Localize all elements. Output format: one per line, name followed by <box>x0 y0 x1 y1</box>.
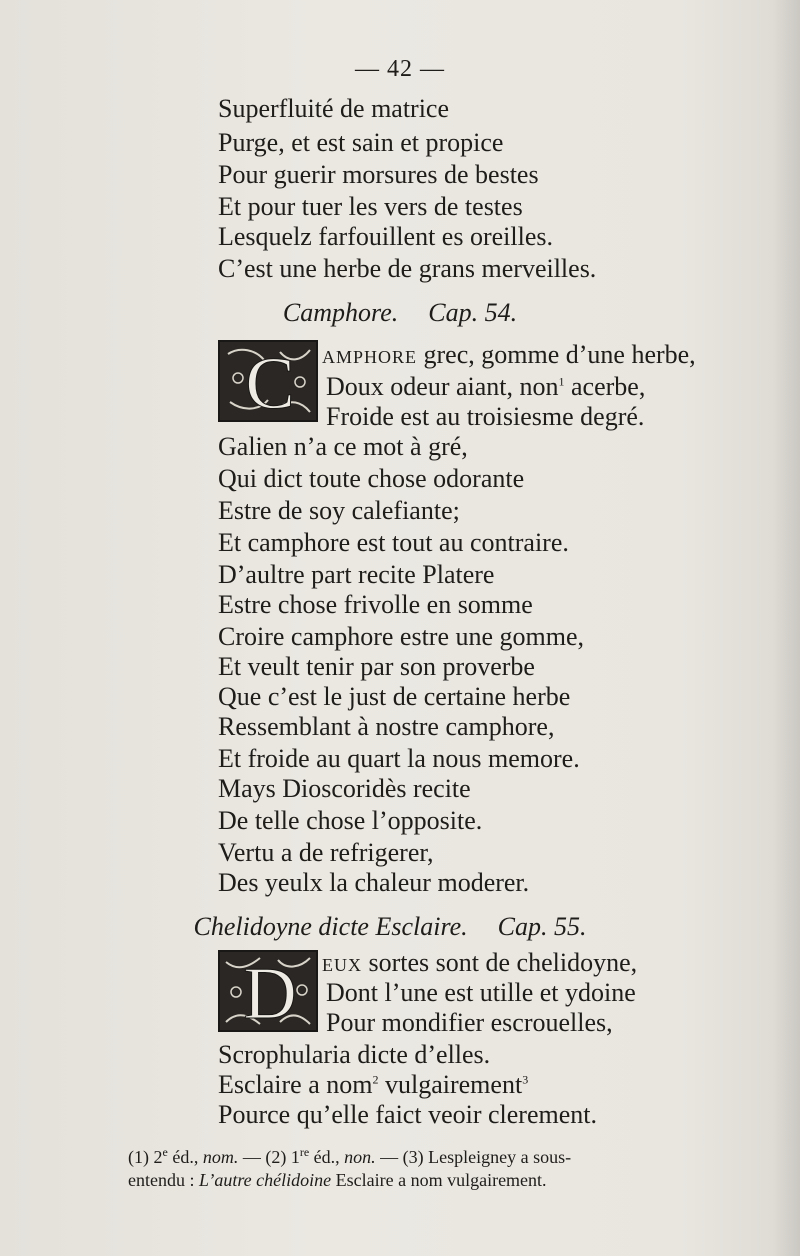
verse-line: Froide est au troisiesme degré. <box>326 402 645 431</box>
verse-line: Croire camphore estre une gomme, <box>218 622 585 651</box>
footnotes <box>128 1146 728 1192</box>
verse-line: C’est une herbe de grans merveilles. <box>218 254 597 283</box>
verse-line-first: eux sortes sont de chelidoyne, <box>322 948 638 977</box>
footnote-line-1: (1) 2e éd., nom. — (2) 1re éd., non. — (3) Lespleigney a sous- <box>128 1145 572 1167</box>
section-heading-camphore <box>0 298 800 328</box>
verse-line: D’aultre part recite Platere <box>218 560 495 589</box>
verse-line: Mays Dioscoridès recite <box>218 774 471 803</box>
decorated-initial-d <box>218 950 318 1032</box>
verse-line: De telle chose l’opposite. <box>218 806 483 835</box>
verse-line: Dont l’une est utille et ydoine <box>326 978 636 1007</box>
verse-line: Esclaire a nom$^2$ vulgairement$^3$ <box>218 1070 529 1099</box>
footnote-marker: 2 <box>372 1072 379 1087</box>
verse-line-first: amphore grec, gomme d’une herbe, <box>322 340 696 369</box>
chapter-number: Cap. 55. <box>497 912 587 941</box>
verse-line: Doux odeur aiant, non$^1$ acerbe, <box>326 372 646 401</box>
section-heading-chelidoyne <box>0 912 790 942</box>
footnote-marker: 1 <box>558 374 565 389</box>
verse-line: Ressemblant à nostre camphore, <box>218 712 555 741</box>
footnote-marker: 3 <box>522 1072 529 1087</box>
verse-line: Et pour tuer les vers de testes <box>218 192 523 221</box>
verse-line: Pour mondifier escrouelles, <box>326 1008 613 1037</box>
verse-line: Estre de soy calefiante; <box>218 496 460 525</box>
verse-line: Vertu a de refrigerer, <box>218 838 434 867</box>
page-edge-shadow <box>772 0 800 1256</box>
verse-line: Qui dict toute chose odorante <box>218 464 525 493</box>
section-title: Chelidoyne dicte Esclaire. <box>193 912 468 941</box>
footnote-line-2: entendu : L’autre chélidoine Esclaire a nom vulgairement. <box>128 1170 547 1190</box>
verse-line: Des yeulx la chaleur moderer. <box>218 868 530 897</box>
verse-line: Scrophularia dicte d’elles. <box>218 1040 491 1069</box>
section-title: Camphore. <box>282 298 399 327</box>
verse-line: Lesquelz farfouillent es oreilles. <box>218 222 553 251</box>
chapter-number: Cap. 54. <box>428 298 518 327</box>
verse-line: Que c’est le just de certaine herbe <box>218 682 571 711</box>
verse-line: Et camphore est tout au contraire. <box>218 528 569 557</box>
verse-line: Purge, et est sain et propice <box>218 128 504 157</box>
initial-letter: C <box>245 343 295 420</box>
verse-line: Estre chose frivolle en somme <box>218 590 533 619</box>
verse-line: Et froide au quart la nous memore. <box>218 744 580 773</box>
verse-line: Galien n’a ce mot à gré, <box>218 432 468 461</box>
verse-line: Pour guerir morsures de bestes <box>218 160 539 189</box>
decorated-initial-c <box>218 340 318 422</box>
verse-line: Et veult tenir par son proverbe <box>218 652 535 681</box>
page-number: — 42 — <box>355 56 445 82</box>
initial-letter: D <box>243 953 297 1030</box>
verse-line: Pource qu’elle faict veoir clerement. <box>218 1100 597 1129</box>
verse-line: Superfluité de matrice <box>218 94 450 123</box>
